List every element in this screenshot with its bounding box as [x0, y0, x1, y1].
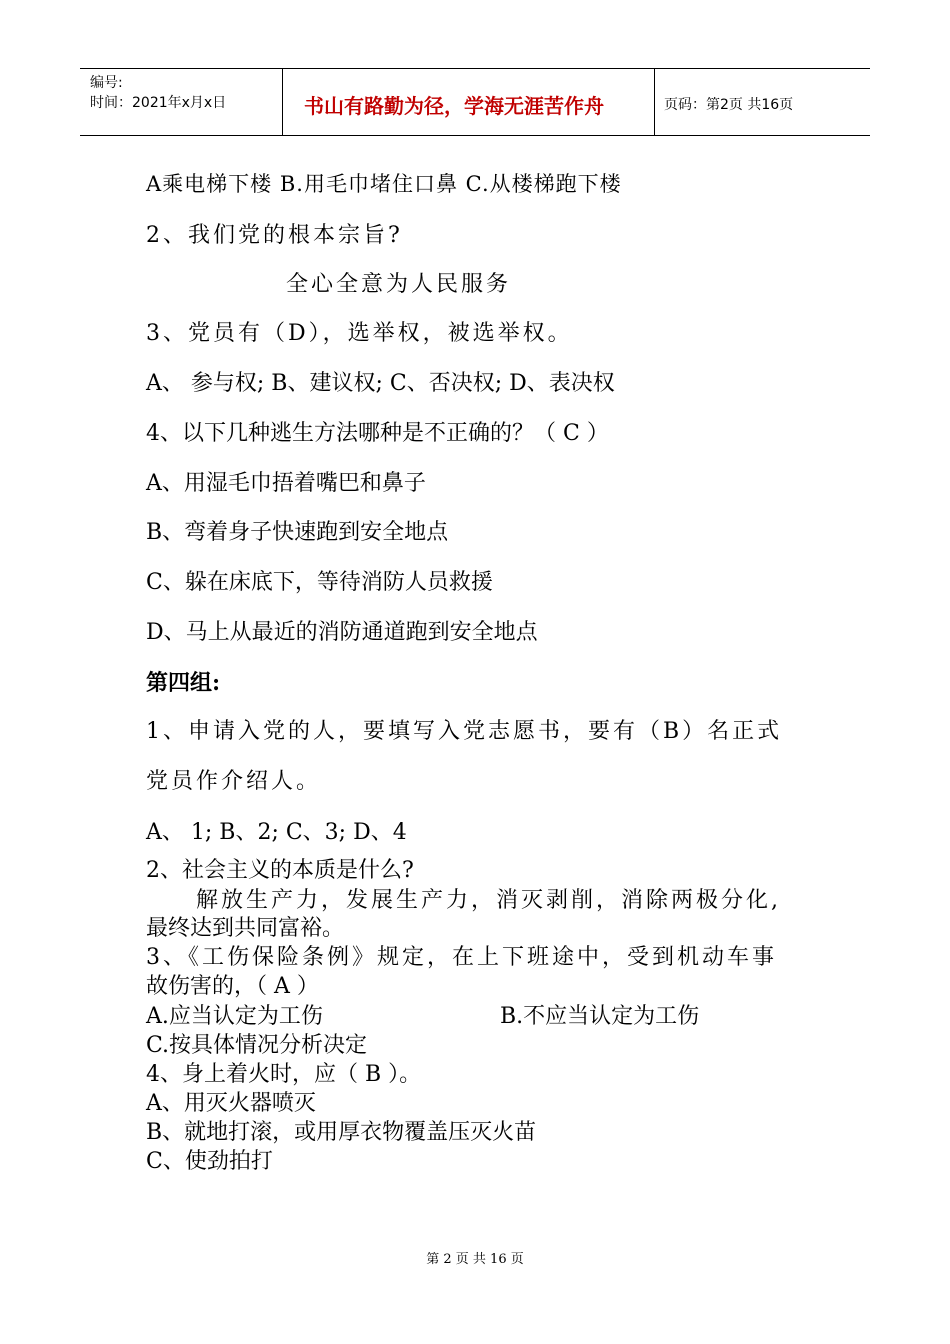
- page-footer: 第 2 页 共 16 页: [426, 1252, 524, 1267]
- text-line: D、马上从最近的消防通道跑到安全地点: [146, 620, 538, 645]
- section-heading: 第四组:: [146, 670, 221, 696]
- text-line: A、用湿毛巾捂着嘴巴和鼻子: [146, 471, 426, 496]
- text-line: A、 1; B、2; C、3; D、4: [146, 820, 407, 845]
- text-line: 4、以下几种逃生方法哪种是不正确的？（ C ）: [146, 421, 609, 446]
- text-line: 4、身上着火时，应（ B ）。: [146, 1062, 422, 1087]
- text-line: 2、社会主义的本质是什么?: [146, 858, 414, 883]
- header-number-label: 编号:: [90, 75, 123, 91]
- text-line: C、使劲拍打: [146, 1149, 273, 1174]
- text-line: A.应当认定为工伤: [146, 1004, 323, 1029]
- text-line: 1、申请入党的人，要填写入党志愿书，要有（B）名正式: [146, 719, 783, 744]
- text-line: 最终达到共同富裕。: [146, 916, 345, 941]
- text-line: 全心全意为人民服务: [286, 272, 512, 297]
- header-top-rule: [80, 68, 870, 69]
- text-line: B.不应当认定为工伤: [500, 1004, 700, 1029]
- text-line: C.按具体情况分析决定: [146, 1033, 368, 1058]
- header-date-label: 时间：2021年x月x日: [90, 95, 227, 111]
- text-line: A、 参与权; B、建议权; C、否决权; D、表决权: [146, 371, 615, 396]
- text-line: C、躲在床底下，等待消防人员救援: [146, 570, 493, 595]
- page-header: [80, 68, 870, 136]
- text-line: 故伤害的，（ A ）: [146, 974, 319, 999]
- header-motto: 书山有路勤为径，学海无涯苦作舟: [304, 94, 604, 118]
- header-page-label: 页码：第2页 共16页: [664, 97, 794, 113]
- text-line: 3、《工伤保险条例》规定，在上下班途中，受到机动车事: [146, 945, 777, 970]
- text-line: B、就地打滚，或用厚衣物覆盖压灭火苗: [146, 1120, 537, 1145]
- text-line: 3、党员有（D），选举权，被选举权。: [146, 321, 573, 346]
- text-line: 党员作介绍人。: [146, 769, 322, 794]
- text-line: 解放生产力，发展生产力，消灭剥削，消除两极分化,: [196, 888, 781, 913]
- text-line: B、弯着身子快速跑到安全地点: [146, 520, 449, 545]
- header-divider-right: [654, 68, 655, 136]
- text-line: 2、我们党的根本宗旨?: [146, 223, 403, 248]
- header-bottom-rule: [80, 135, 870, 136]
- header-divider-left: [282, 68, 283, 136]
- text-line: A、用灭火器喷灭: [146, 1091, 316, 1116]
- text-line: A乘电梯下楼 B.用毛巾堵住口鼻 C.从楼梯跑下楼: [146, 172, 622, 196]
